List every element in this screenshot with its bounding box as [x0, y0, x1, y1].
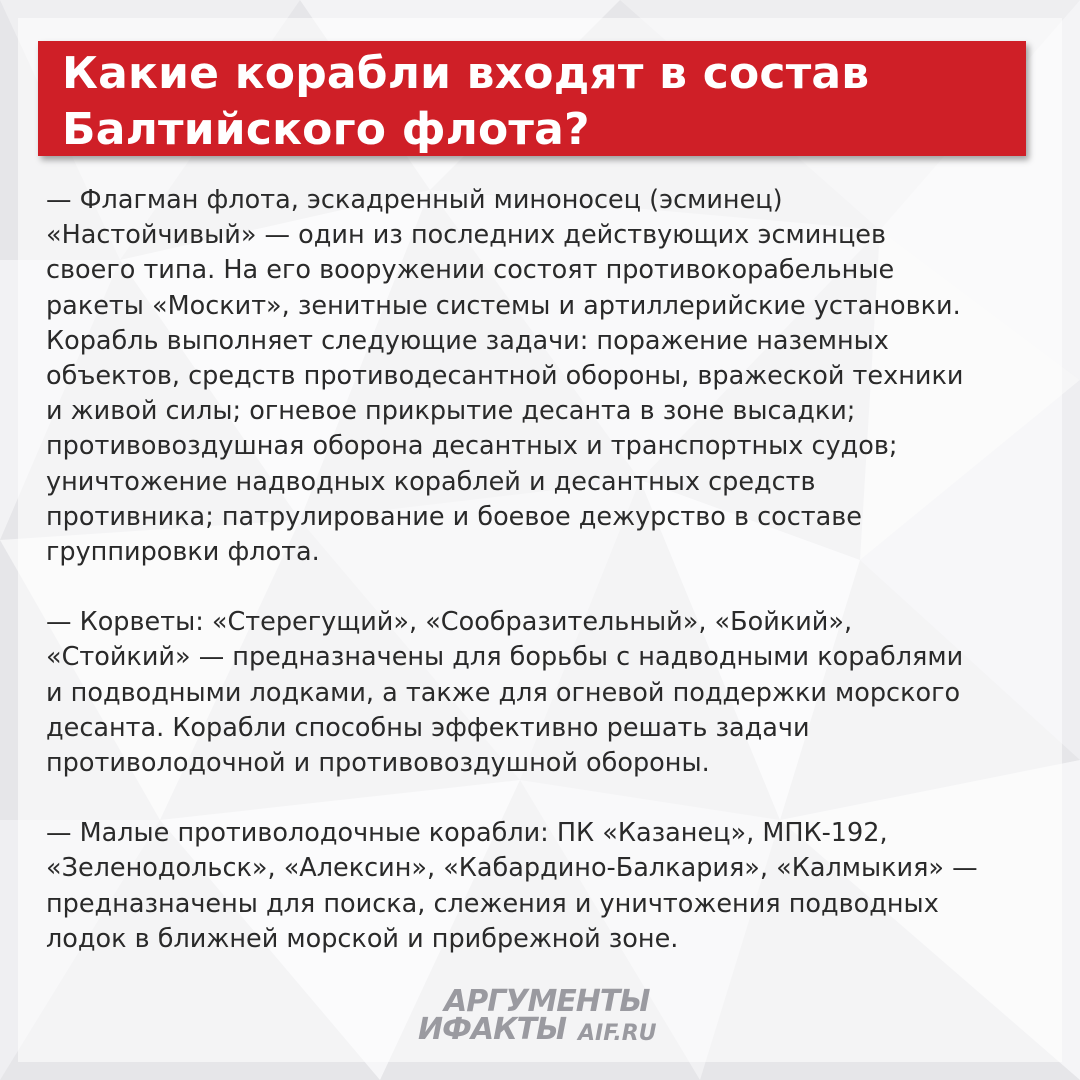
page-title: Какие корабли входят в состав Балтийского флота? — [62, 48, 870, 155]
paragraph-corvettes: — Корветы: «Стерегущий», «Сообразительный», «Бойкий», «Стойкий» — предназначены для борьбы с надводными кораблями и подводными лодками, а также для огневой поддержки морского десанта. Корабли способны эффективно решать задачи противолодочной и противовоздушной обороны. — [46, 607, 964, 779]
logo-line-2: ИФАКТЫ — [418, 1012, 567, 1047]
paragraph-small-asw-ships: — Малые противолодочные корабли: ПК «Казанец», МПК-192, «Зеленодольск», «Алексин», «Кабардино-Балкария», «Калмыкия» — предназначены для поиска, слежения и уничтожения подводных лодок в ближней морской и прибрежной зоне. — [46, 818, 978, 954]
logo-site: AIF.RU — [578, 1021, 657, 1046]
paragraph-flagship: — Флагман флота, эскадренный миноносец (эсминец) «Настойчивый» — один из последних действующих эсминцев своего типа. На его вооружении состоят противокорабельные ракеты «Москит», зенитные системы и артиллерийские установки. Корабль выполняет следующие задачи: поражение наземных объектов, средств противодесантной обороны, вражеской техники и живой силы; огневое прикрытие десанта в зоне высадки; противовоздушная оборона десантных и транспортных судов; уничтожение надводных кораблей и десантных средств противника; патрулирование и боевое дежурство в составе группировки флота. — [46, 185, 964, 568]
article-body — [46, 183, 1046, 957]
logo-line-1: АРГУМЕНТЫ — [444, 984, 650, 1019]
aif-logo — [418, 986, 678, 1052]
